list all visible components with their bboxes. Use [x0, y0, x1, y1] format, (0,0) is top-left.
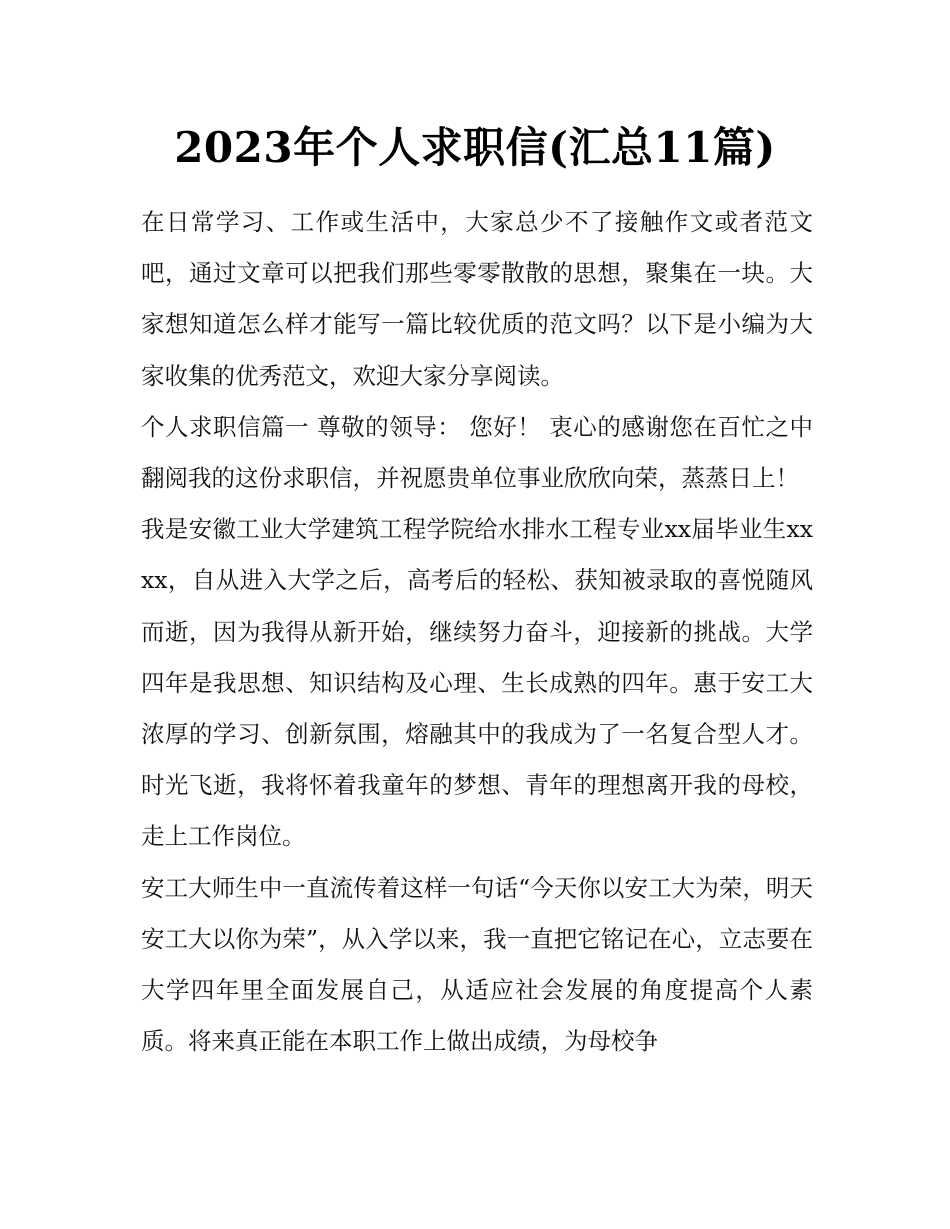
document-title: 2023年个人求职信(汇总11篇): [174, 123, 776, 172]
paragraph-self-introduction: 我是安徽工业大学建筑工程学院给水排水工程专业xx届毕业生xxxx，自从进入大学之后，高考后的轻松、获知被录取的喜悦随风而逝，因为我得从新开始，继续努力奋斗，迎接新的挑战。大学四年是我思想、知识结构及心理、生长成熟的四年。惠于安工大浓厚的学习、创新氛围，熔融其中的我成为了一名复合型人才。时光飞逝，我将怀着我童年的梦想、青年的理想离开我的母校，走上工作岗位。: [141, 515, 813, 851]
document-body: [141, 197, 813, 1067]
paragraph-motto: 安工大师生中一直流传着这样一句话“今天你以安工大为荣，明天安工大以你为荣”，从入学以来，我一直把它铭记在心，立志要在大学四年里全面发展自己，从适应社会发展的角度提高个人素质。将来真正能在本职工作上做出成绩，为母校争: [141, 873, 813, 1056]
paragraph-intro: 在日常学习、工作或生活中，大家总少不了接触作文或者范文吧，通过文章可以把我们那些零零散散的思想，聚集在一块。大家想知道怎么样才能写一篇比较优质的范文吗？以下是小编为大家收集的优秀范文，欢迎大家分享阅读。: [141, 208, 813, 390]
paragraph-greeting: 个人求职信篇一 尊敬的领导： 您好！ 衷心的感谢您在百忙之中翻阅我的这份求职信，并祝愿贵单位事业欣欣向荣，蒸蒸日上！: [141, 412, 813, 493]
